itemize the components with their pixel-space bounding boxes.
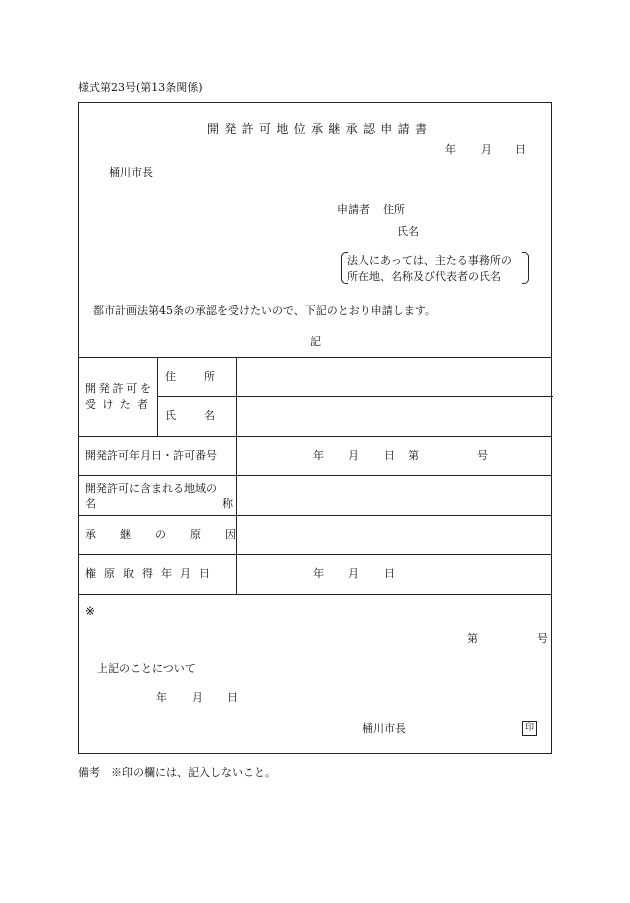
applicant-note-line1: 法人にあっては、主たる事務所の [347,254,512,267]
applicant-label: 申請者 [337,203,370,216]
office-date-month: 月 [192,691,203,704]
table-top-line [79,357,551,358]
holder-inner-divider [157,357,158,436]
row-divider-2 [79,475,551,476]
permit-date-number-label: 開発許可年月日・許可番号 [85,449,217,462]
seal-stamp: 印 [522,721,537,736]
addressee: 桶川市長 [109,166,153,179]
row-divider-3 [79,515,551,516]
row-divider-holder [157,396,553,397]
ki-label: 記 [310,335,321,348]
holder-address-label: 住所 [165,370,243,383]
application-statement: 都市計画法第45条の承認を受けたいので、下記のとおり申請します。 [93,304,436,317]
permit-holder-label-line2: 受 け た 者 [85,398,151,411]
acquisition-date-month: 月 [348,567,359,580]
area-name-line1: 開発許可に含まれる地域の [85,482,217,495]
succession-reason-label: 承継の原因 [85,528,260,541]
office-number-dai: 第 [467,632,478,645]
permit-holder-label-line1: 開 発 許 可 を [85,382,151,395]
permit-number-dai: 第 [408,449,419,462]
applicant-address-label: 住所 [383,203,405,216]
acquisition-date-year: 年 [313,567,324,580]
office-use-mark: ※ [85,604,96,618]
office-date-day: 日 [227,691,238,704]
row-divider-1 [79,436,551,437]
acquisition-date-label: 権原取得年月日 [85,567,218,580]
applicant-name-label: 氏名 [397,225,419,238]
row-divider-4 [79,554,551,555]
remarks: 備考 ※印の欄には、記入しないこと。 [78,766,276,779]
holder-name-label: 氏名 [165,409,243,422]
date-day: 日 [515,143,526,156]
applicant-note-line2: 所在地、名称及び代表者の氏名 [347,270,501,283]
date-year: 年 [445,143,456,156]
office-number-go: 号 [537,632,548,645]
office-regarding: 上記のことについて [97,662,196,675]
office-date-year: 年 [156,691,167,704]
application-form [78,102,552,754]
table-bottom-line [79,594,551,595]
permit-number-go: 号 [477,449,488,462]
value-column-divider [236,357,237,594]
form-number: 様式第23号(第13条関係) [78,81,203,94]
acquisition-date-day: 日 [384,567,395,580]
permit-date-year: 年 [313,449,324,462]
date-month: 月 [481,143,492,156]
permit-date-month: 月 [348,449,359,462]
form-title: 開 発 許 可 地 位 承 継 承 認 申 請 書 [207,122,427,136]
note-bracket-right [522,252,529,284]
permit-date-day: 日 [384,449,395,462]
office-mayor: 桶川市長 [362,722,406,735]
area-name-line2: 名称 [85,497,359,510]
